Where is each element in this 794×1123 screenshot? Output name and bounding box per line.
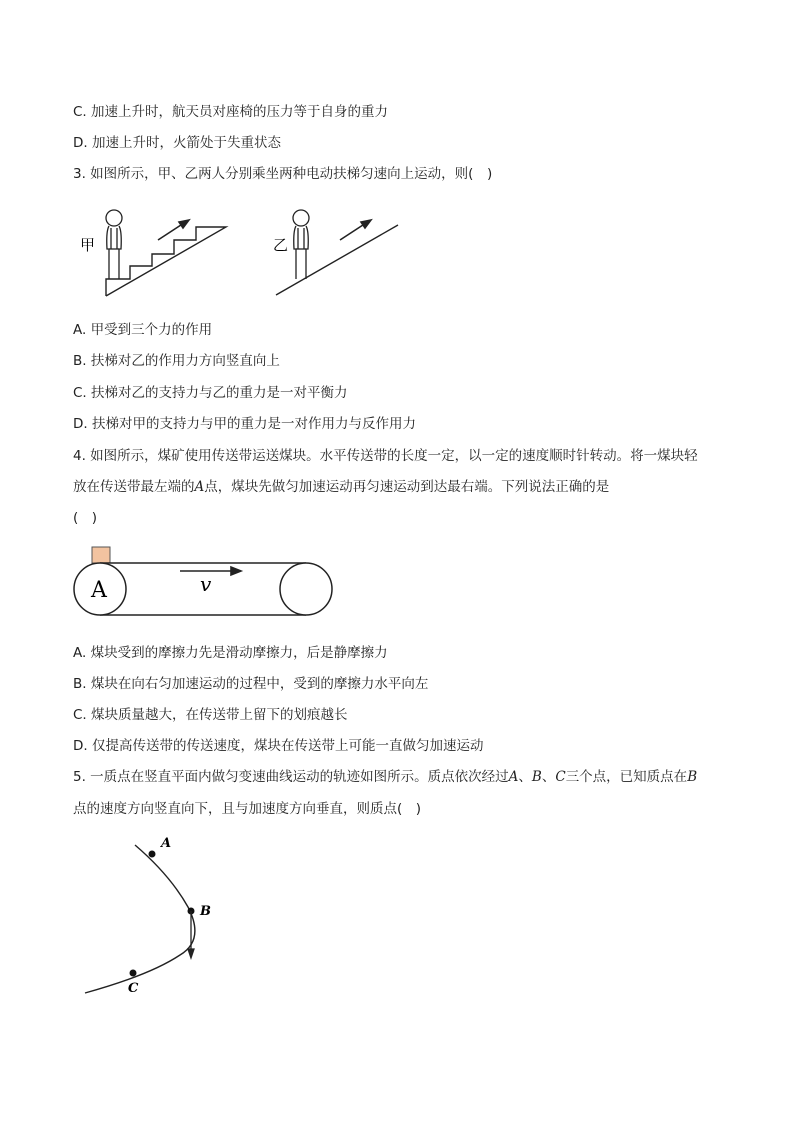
coal-block <box>92 547 110 563</box>
person-yi <box>293 210 309 279</box>
arrow-yi <box>340 220 371 240</box>
wheel-label-a: A <box>91 578 107 603</box>
q2-option-c: C. 加速上升时，航天员对座椅的压力等于自身的重力 <box>73 104 389 120</box>
q4-stem-line2: 放在传送带最左端的A点，煤块先做匀加速运动再匀速运动到达最右端。下列说法正确的是 <box>73 479 610 495</box>
escalator-diagram <box>78 205 408 300</box>
q5-stem-line2: 点的速度方向竖直向下，且与加速度方向垂直，则质点( ) <box>73 801 422 817</box>
label-c: C <box>128 981 139 996</box>
q5-stem-line1: 5. 一质点在竖直平面内做匀变速曲线运动的轨迹如图所示。质点依次经过A、B、C三个点，已知质点在B <box>73 769 698 785</box>
q3-option-d: D. 扶梯对甲的支持力与甲的重力是一对作用力与反作用力 <box>73 416 416 432</box>
point-c <box>130 970 137 977</box>
q3-stem: 3. 如图所示，甲、乙两人分别乘坐两种电动扶梯匀速向上运动，则( ) <box>73 166 493 182</box>
trajectory-diagram <box>80 835 230 1000</box>
conveyor-belt-diagram <box>72 545 337 620</box>
q4-option-b: B. 煤块在向右匀加速运动的过程中，受到的摩擦力水平向左 <box>73 676 429 692</box>
person-jia <box>106 210 122 279</box>
label-b: B <box>200 904 211 919</box>
velocity-label: v <box>200 572 212 596</box>
point-a <box>149 851 156 858</box>
q2-option-d: D. 加速上升时，火箭处于失重状态 <box>73 135 281 151</box>
q4-option-a: A. 煤块受到的摩擦力先是滑动摩擦力，后是静摩擦力 <box>73 645 388 661</box>
stair-escalator <box>106 227 226 296</box>
trajectory-curve <box>85 845 195 993</box>
q3-option-b: B. 扶梯对乙的作用力方向竖直向上 <box>73 353 280 369</box>
q4-option-d: D. 仅提高传送带的传送速度，煤块在传送带上可能一直做匀加速运动 <box>73 738 484 754</box>
q4-stem-line3: ( ) <box>73 510 98 526</box>
q3-option-a: A. 甲受到三个力的作用 <box>73 322 213 338</box>
arrow-jia <box>158 220 189 240</box>
label-jia: 甲 <box>80 236 96 254</box>
label-a: A <box>161 836 172 851</box>
right-wheel <box>280 563 332 615</box>
q4-stem-line1: 4. 如图所示，煤矿使用传送带运送煤块。水平传送带的长度一定，以一定的速度顺时针转动。将一煤块轻 <box>73 448 698 464</box>
label-yi: 乙 <box>273 236 289 254</box>
point-a-ref: A <box>194 479 205 495</box>
q3-option-c: C. 扶梯对乙的支持力与乙的重力是一对平衡力 <box>73 385 348 401</box>
q4-option-c: C. 煤块质量越大，在传送带上留下的划痕越长 <box>73 707 348 723</box>
